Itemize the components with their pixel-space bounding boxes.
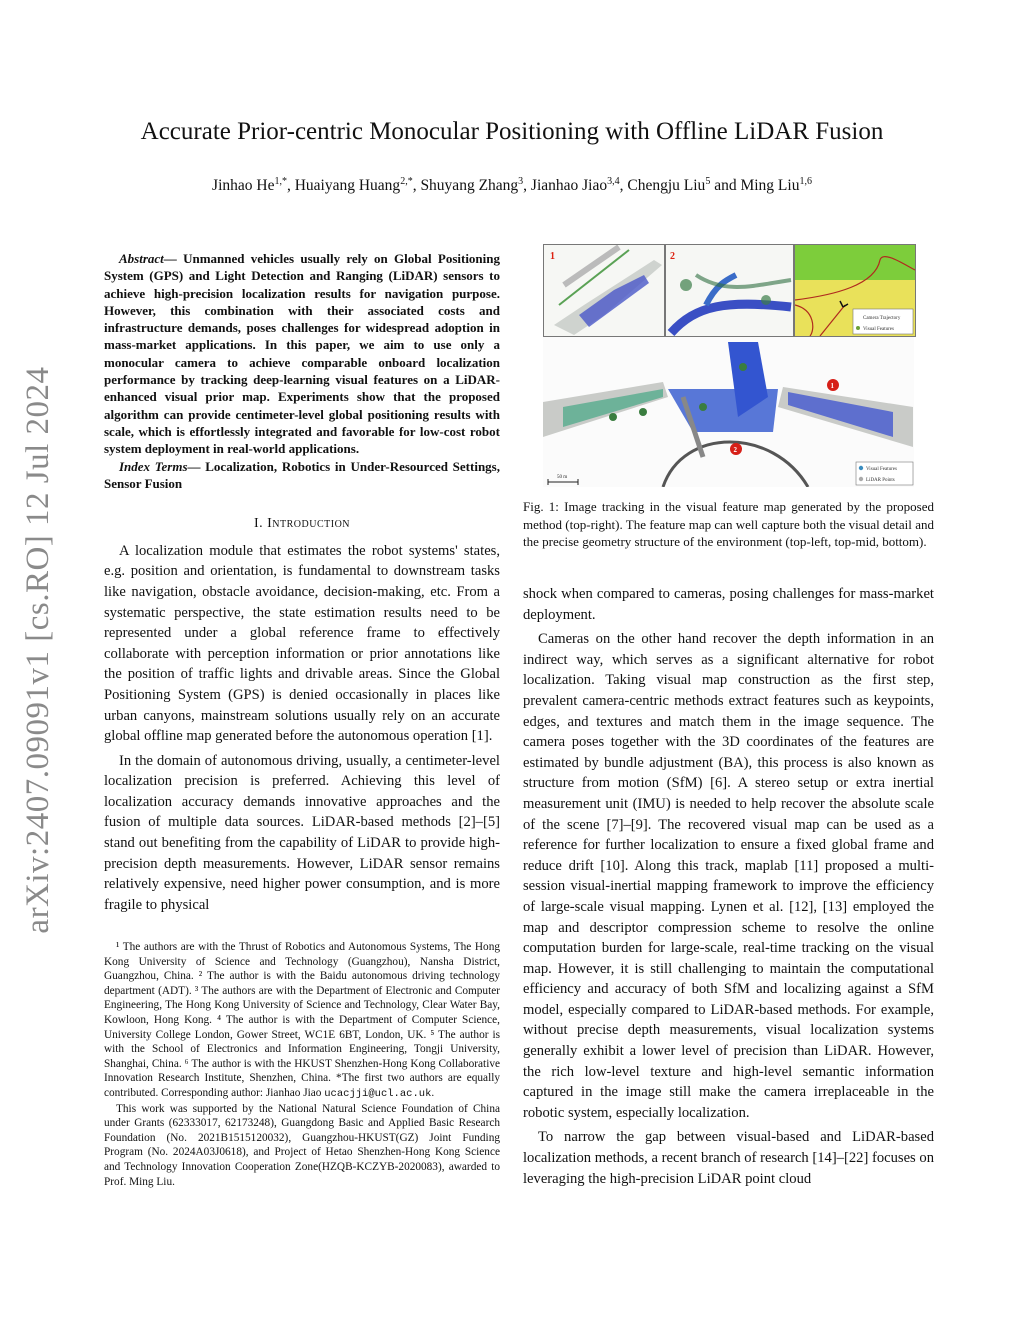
author-affiliation-marker: 1,* (274, 176, 287, 187)
author-name: Huaiyang Huang (294, 177, 401, 195)
author-name: Ming Liu (740, 177, 800, 195)
figure-caption: Fig. 1: Image tracking in the visual feature map generated by the proposed method (top-right). The feature map can well capture both the visual detail and the precise geometry structure of the environment (top-left, top-mid, bottom). (523, 499, 934, 549)
figure-panel-bottom (543, 337, 914, 487)
email-link[interactable]: ucacjji@ucl.ac.uk (324, 1087, 432, 1100)
author-affiliation-marker: 3 (518, 176, 524, 187)
scale-bar-label: 50 m (557, 475, 568, 480)
panel-label: 1 (550, 251, 555, 262)
figure-panel-top-right (794, 244, 916, 337)
figure-1 (543, 244, 927, 489)
map-marker: 2 (733, 446, 737, 454)
legend-visual-features: Visual Features (866, 467, 897, 472)
paragraph: A localization module that estimates the robot systems' states, e.g. position and orientation, is fundamental to downstream tasks like navigation, obstacle avoidance, decision-making, etc. From a systematic perspective, the state estimation results need to be represented under a global reference frame to effectively collaborate with perception information or prior annotations like the position of traffic lights and drivable areas. Since the Global Positioning System (GPS) is denied occasionally in places like urban canyons, mainstream solutions usually rely on an accurate global offline map generated before the autonomous operation [1]. (104, 542, 500, 745)
map-marker: 1 (830, 382, 834, 390)
author-name: Shuyang Zhang (420, 177, 519, 195)
paragraph: To narrow the gap between visual-based and LiDAR-based localization methods, a recent branch of research [14]–[22] focuses on leveraging the high-precision LiDAR point cloud (523, 1129, 934, 1187)
legend-lidar-points: LiDAR Points (866, 478, 895, 483)
author-affiliation-marker: 1,6 (799, 176, 812, 187)
footnotes: ¹ The authors are with the Thrust of Robotics and Autonomous Systems, The Hong Kong University of Science and Technology (Guangzhou), Nansha District, Guangzhou, China. ² The author is with the Baidu autonomous driving technology department (ADT). ³ The authors are with the Department of Electronic and Computer Engineering, The Hong Kong University of Science and Technology, Clear Water Bay, Kowloon, Hong Kong. ⁴ The author is with the Department of Computer Science, University College London, Gower Street, WC1E 6BT, London, UK. ⁵ The author is with the School of Electronics and Information Engineering, Tongji University, Shanghai, China. ⁶ The author is with the HKUST Shenzhen-Hong Kong Collaborative Innovation Research Institute, Shenzhen, China. *The first two authors are equally contributed. Corresponding author: Jianhao Jiao ucacjji@ucl.ac.uk. This work was supported by the National Natural Science Foundation of China under Grants (62333017, 62173248), Guangdong Basic and Applied Basic Research Foundation (No. 2021B1515120032), Guangzhou-HKUST(GZ) Joint Funding Program (No. 2024A03J0618), and Project of Hetao Shenzhen-Hong Kong Science and Technology Innovation Cooperation Zone(HZQB-KCZYB-2020083), awarded to Prof. Ming Liu. (104, 941, 500, 1188)
abstract: Abstract— Unmanned vehicles usually rely on Global Positioning System (GPS) and Light Detection and Ranging (LiDAR) sensors to achieve high-precision localization results for navigation purpose. However, this combination with their associated costs and infrastructure demands, poses challenges for widespread adoption in mass-market applications. In this paper, we aim to use only a monocular camera to achieve comparable onboard localization performance by tracking deep-learning visual features on a LiDAR-enhanced visual prior map. Experiments show that the proposed algorithm can provide centimeter-level global positioning results with scale, which is effortlessly integrated and favorable for low-cost robot system deployment in real-world applications. Index Terms— Localization, Robotics in Under-Resourced Settings, Sensor Fusion (104, 251, 501, 491)
arxiv-stamp: arXiv:2407.09091v1 [cs.RO] 12 Jul 2024 (20, 366, 56, 934)
figure-panel-top-mid (665, 244, 794, 337)
author-affiliation-marker: 2,* (400, 176, 413, 187)
author-name: Jianhao Jiao (530, 177, 608, 195)
author-name: Jinhao He (212, 177, 275, 195)
figure-panel-top-left (543, 244, 665, 337)
author-name: Chengju Liu (627, 177, 706, 195)
legend-camera-trajectory: Camera Trajectory (863, 316, 901, 321)
section-heading: I. Introduction (253, 516, 351, 532)
panel-label: 2 (670, 251, 675, 262)
author-affiliation-marker: 5 (705, 176, 711, 187)
funding-footnote: This work was supported by the National Natural Science Foundation of China under Grants (62333017, 62173248), Guangdong Basic and Applied Basic Research Foundation (No. 2021B1515120032), Guangzhou-HKUST(GZ) Joint Funding Program (No. 2024A03J0618), and Project of Hetao Shenzhen-Hong Kong Science and Technology Innovation Cooperation Zone(HZQB-KCZYB-2020083), awarded to Prof. Ming Liu. (104, 1102, 500, 1188)
abstract-text: Unmanned vehicles usually rely on Global Positioning System (GPS) and Light Detection and Ranging (LiDAR) sensors to achieve high-precision localization results for navigation purpose. However, this combination with their associated costs and infrastructure demands, poses challenges for widespread adoption in mass-market applications. In this paper, we aim to use only a monocular camera to achieve comparable onboard localization performance by tracking deep-learning visual features on a LiDAR-enhanced visual prior map. Experiments show that the proposed algorithm can provide centimeter-level global positioning results with scale, which is effortlessly integrated and favorable for low-cost robot system deployment in real-world applications. (104, 251, 501, 457)
index-terms-label: Index Terms (119, 458, 188, 474)
index-terms: Localization, Robotics in Under-Resourced Settings, Sensor Fusion (104, 458, 500, 491)
paragraph: In the domain of autonomous driving, usually, a centimeter-level localization precision is preferred. Achieving this level of localization accuracy demands innovative approaches and the fusion of multiple data sources. LiDAR-based methods [2]–[5] stand out benefiting from the capability of LiDAR to provide high-precision depth measurements. However, LiDAR sensor remains relatively expensive, need higher power consumption, and is more fragile to physical (104, 752, 500, 913)
paper-title: Accurate Prior-centric Monocular Positioning with Offline LiDAR Fusion (140, 118, 884, 145)
author-list: Jinhao $He^{1,*}$, Huaiyang Huang$^{2,*}$, Shuyang Zhang$^3$, Jianhao Jiao$^{3,4}$, Chengju Liu$^5$ and Ming Liu$^{1,6}$ (212, 176, 812, 195)
left-column (104, 250, 500, 919)
legend-visual-features: Visual Features (863, 327, 894, 332)
paragraph: shock when compared to cameras, posing challenges for mass-market deployment. (523, 586, 934, 623)
author-affiliation-marker: 3,4 (607, 176, 620, 187)
abstract-label: Abstract (119, 251, 164, 266)
right-column (523, 584, 934, 1193)
paragraph: Cameras on the other hand recover the depth information in an indirect way, which serves as a significant alternative for robot localization. Taking visual map construction as the first step, prevalent camera-centric methods extract features such as keypoints, edges, and textures and match them in the image sequence. The camera poses together with the 3D coordinates of the features are estimated by bundle adjustment (BA), this process is also known as structure from motion (SfM) [6]. A stereo setup or extra inertial measurement unit (IMU) is needed to help recover the absolute scale of the scene [7]–[9]. The recovered visual map can be used as a reference for further localization to ensure a fixed global frame and reduce drift [10]. Along this track, maplab [11] proposed a multi-session visual-inertial mapping framework to improve the efficiency of large-scale visual mapping. Lynen et al. [12], [13] employed the map and descriptor compression scheme to resolve the online computation burden for large-scale, real-time tracking on the visual map. However, it is still challenging to maintain the computational efficiency and accuracy of both SfM and localizing against a SfM model, especially compared to LiDAR-based methods. For example, without precise depth measurements, visual localization systems generally exhibit a lower level of precision than LiDAR. However, the rich low-level texture and high-level semantic information captured in the image still make the camera irreplaceable in the robotic system, especially localization. (523, 631, 934, 1121)
affiliation-footnote: ¹ The authors are with the Thrust of Robotics and Autonomous Systems, The Hong Kong University of Science and Technology (Guangzhou), Nansha District, Guangzhou, China. ² The author is with the Baidu autonomous driving technology department (ADT). ³ The authors are with the Department of Electronic and Computer Engineering, The Hong Kong University of Science and Technology, Clear Water Bay, Kowloon, Hong Kong. ⁴ The author is with the Department of Computer Science, University College London, Gower Street, WC1E 6BT, London, UK. ⁵ The author is with the School of Electronics and Information Engineering, Tongji University, Shanghai, China. ⁶ The author is with the HKUST Shenzhen-Hong Kong Collaborative Innovation Research Institute, Shenzhen, China. *The first two authors are equally contributed. Corresponding author: Jianhao Jiao (104, 941, 500, 1099)
